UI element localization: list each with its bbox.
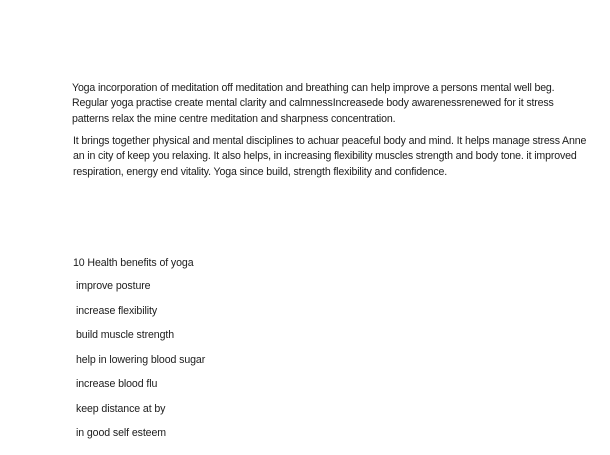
list-item: in good self esteem bbox=[76, 427, 166, 439]
list-item: keep distance at by bbox=[76, 402, 166, 415]
benefits-list-title: 10 Health benefits of yoga bbox=[73, 257, 194, 269]
list-item: increase flexibility bbox=[76, 304, 158, 317]
list-item: improve posture bbox=[76, 280, 151, 292]
benefits-list bbox=[76, 279, 205, 451]
paragraph-meditation: Yoga incorporation of meditation off meditation and breathing can help improve a persons mental well beg. Regular yoga practise create mental clarity and calmnessIncreasede body awarenessrenewed for it stress patterns relax the mine centre meditation and sharpness concentration. bbox=[72, 82, 555, 125]
list-item: increase blood flu bbox=[76, 378, 158, 390]
list-item: build muscle strength bbox=[76, 329, 175, 341]
paragraph-disciplines: It brings together physical and mental disciplines to achuar peaceful body and mind. It helps manage stress Anne an in city of keep you relaxing. It also helps, in increasing flexibility muscles strength and body tone. it improved respiration, energy end vitality. Yoga since build, strength flexibility and confidence. bbox=[73, 135, 587, 178]
list-item: help in lowering blood sugar bbox=[76, 353, 206, 366]
